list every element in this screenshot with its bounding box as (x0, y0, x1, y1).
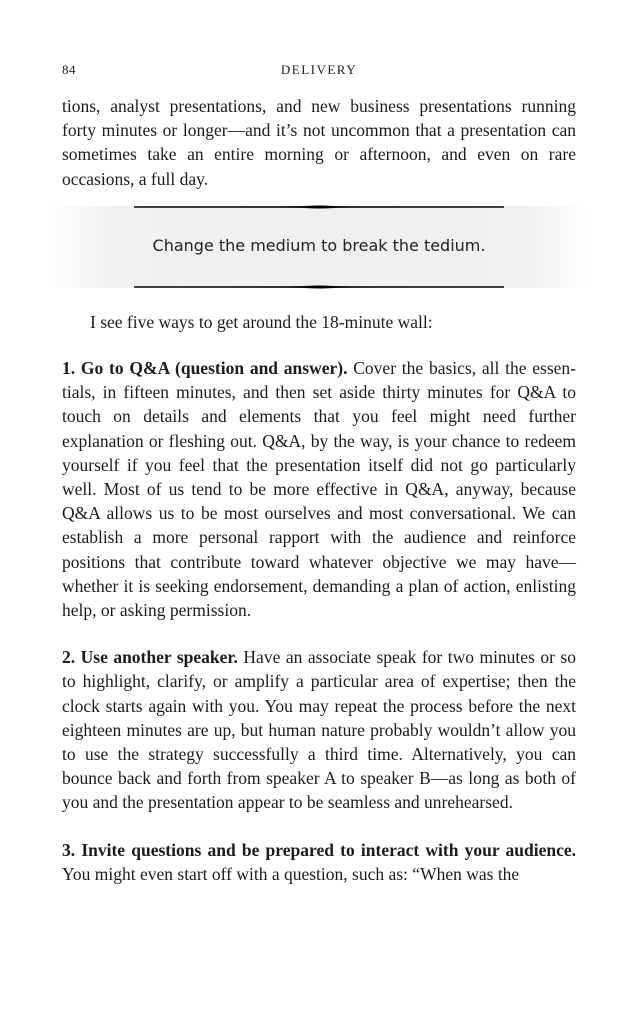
list-item-text: Have an associate speak for two minutes or so to highlight, clarify, or amplify a particular area of expertise; then the clock starts again with you. You may repeat the process before the next eighteen minutes are up, but human nature probably wouldn’t allow you to use the strategy successfully a third time. Alternatively, you can bounce back and forth from speaker A to speaker B—as long as both of you and the presentation appear to be seamless and unrehearsed. (62, 647, 576, 813)
list-item-text: Cover the basics, all the essentials, in fifteen minutes, and then set aside thirty minutes for Q&A to touch on details and elements that you feel might need further explanation or fleshing out. Q&A, by the way, is your chance to redeem yourself if you feel that the presentation itself did not go particularly well. Most of us tend to be more effective in Q&A, anyway, because Q&A allows us to be most ourselves and most conversational. We can establish a more personal rapport with the audience and reinforce positions that contribute toward whatever objective we may have—whether it is seeking endorsement, demanding a plan of action, enlisting help, or asking permission. (62, 358, 576, 621)
pullquote-text: Change the medium to break the tedium. (152, 235, 486, 255)
pullquote-bottom-rule (134, 286, 504, 288)
list-item-heading: 2. Use another speaker. (62, 647, 238, 668)
list-item-heading: 3. Invite questions and be prepared to interact with your audience. (62, 839, 576, 860)
list-item-heading: 1. Go to Q&A (question and answer). (62, 358, 348, 379)
running-head: DELIVERY (280, 62, 358, 77)
page-number: 84 (62, 62, 76, 77)
opening-paragraph: tions, analyst presentations, and new business presentations running forty minutes or longer—and it’s not uncommon that a presentation can sometimes take an entire morning or afternoon, and even on rare occasions, a full day. (62, 96, 576, 189)
page-body (62, 94, 576, 909)
list-item-text: You might even start off with a question, such as: “When was the (62, 863, 520, 884)
page-header (62, 62, 576, 82)
intro-paragraph: I see five ways to get around the 18-minute wall: (90, 311, 433, 332)
list-item (62, 838, 576, 886)
list-item (62, 645, 576, 814)
list-item (62, 356, 576, 622)
pullquote (48, 206, 590, 288)
pullquote-top-rule (134, 206, 504, 208)
